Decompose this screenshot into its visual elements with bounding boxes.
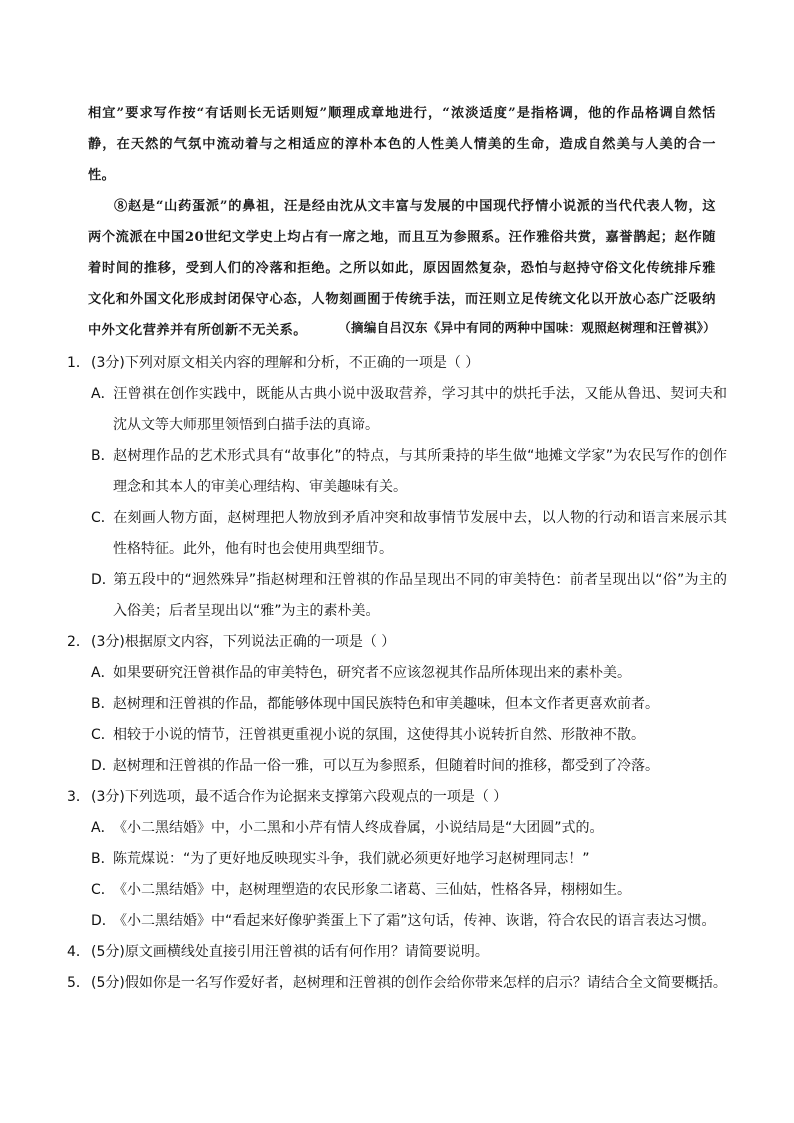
question-number: 1． xyxy=(67,355,90,371)
question-text: (3分)下列选项，最不适合作为论据来支撑第六段观点的一项是（ ） xyxy=(91,789,508,805)
option-letter: D． xyxy=(91,572,116,588)
option-b xyxy=(67,844,727,875)
option-letter: B． xyxy=(91,851,115,867)
option-letter: A． xyxy=(91,386,115,402)
question-stem xyxy=(67,627,727,658)
option-c xyxy=(67,875,727,906)
question-5 xyxy=(67,968,727,999)
question-number: 2． xyxy=(67,634,90,650)
option-text: 《小二黑结婚》中，赵树理塑造的农民形象二诸葛、三仙姑，性格各异，栩栩如生。 xyxy=(113,882,631,898)
option-letter: D． xyxy=(91,758,116,774)
question-text: (3分)根据原文内容，下列说法正确的一项是（ ） xyxy=(91,634,396,650)
question-text: (5分)假如你是一名写作爱好者，赵树理和汪曾祺的创作会给你带来怎样的启示？请结合全文简要概括。 xyxy=(91,975,727,991)
option-letter: C． xyxy=(91,510,115,526)
option-a xyxy=(67,658,727,689)
option-letter: A． xyxy=(91,665,115,681)
question-2 xyxy=(67,627,727,782)
option-d xyxy=(67,906,727,937)
option-text: 如果要研究汪曾祺作品的审美特色，研究者不应该忽视其作品所体现出来的素朴美。 xyxy=(113,665,631,681)
option-a xyxy=(67,813,727,844)
option-a xyxy=(67,379,727,441)
option-c xyxy=(67,503,727,565)
option-text: 赵树理和汪曾祺的作品，都能够体现中国民族特色和审美趣味，但本文作者更喜欢前者。 xyxy=(113,696,659,712)
option-b xyxy=(67,689,727,720)
question-stem xyxy=(67,782,727,813)
question-4 xyxy=(67,937,727,968)
question-list xyxy=(67,348,727,999)
option-text: 赵树理和汪曾祺的作品一俗一雅，可以互为参照系，但随着时间的推移，都受到了冷落。 xyxy=(113,758,659,774)
question-text: (5分)原文画横线处直接引用汪曾祺的话有何作用？请简要说明。 xyxy=(91,944,489,960)
option-letter: B． xyxy=(91,696,115,712)
question-number: 3． xyxy=(67,789,90,805)
option-text: 《小二黑结婚》中“看起来好像驴粪蛋上下了霜”这句话，传神、诙谐，符合农民的语言表达习惯。 xyxy=(113,913,716,929)
passage-paragraph-8: ⑧赵是“山药蛋派”的鼻祖，汪是经由沈从文丰富与发展的中国现代抒情小说派的当代代表人物，这两个流派在中国20世纪文学史上均占有一席之地，而且互为参照系。汪作雅俗共赏，嘉誉鹊起；赵作随着时间的推移，受到人们的冷落和拒绝。之所以如此，原因固然复杂，恐怕与赵持守俗文化传统排斥雅文化和外国文化形成封闭保守心态，人物刻画囿于传统手法，而汪则立足传统文化以开放心态广泛吸纳中外文化营养并有所创新不无关系。 xyxy=(88,199,716,338)
option-letter: C． xyxy=(91,882,115,898)
option-text: 《小二黑结婚》中，小二黑和小芹有情人终成眷属，小说结局是“大团圆”式的。 xyxy=(113,820,604,836)
option-b xyxy=(67,441,727,503)
option-letter: B． xyxy=(91,448,115,464)
option-letter: A． xyxy=(91,820,115,836)
option-text: 赵树理作品的艺术形式具有“故事化”的特点，与其所秉持的毕生做“地摊文学家”为农民写作的创作理念和其本人的审美心理结构、审美趣味有关。 xyxy=(113,448,727,495)
question-text: (3分)下列对原文相关内容的理解和分析，不正确的一项是（ ） xyxy=(91,355,480,371)
question-1 xyxy=(67,348,727,627)
reading-passage xyxy=(88,98,716,346)
question-stem xyxy=(67,937,727,968)
option-text: 相较于小说的情节，汪曾祺更重视小说的氛围，这使得其小说转折自然、形散神不散。 xyxy=(113,727,645,743)
option-d xyxy=(67,565,727,627)
option-c xyxy=(67,720,727,751)
option-letter: C． xyxy=(91,727,115,743)
option-letter: D． xyxy=(91,913,116,929)
question-number: 4． xyxy=(67,944,90,960)
option-text: 第五段中的“迥然殊异”指赵树理和汪曾祺的作品呈现出不同的审美特色：前者呈现出以“俗”为主的入俗美；后者呈现出以“雅”为主的素朴美。 xyxy=(113,572,727,619)
question-stem xyxy=(67,348,727,379)
question-3 xyxy=(67,782,727,937)
passage-source-citation: （摘编自吕汉东《异中有同的两种中国味：观照赵树理和汪曾祺》） xyxy=(338,320,716,335)
passage-paragraph-continuation: 相宜”要求写作按“有话则长无话则短”顺理成章地进行，“浓淡适度”是指格调，他的作品格调自然恬静，在天然的气氛中流动着与之相适应的淳朴本色的人性美人情美的生命，造成自然美与人美的合一性。 xyxy=(88,106,716,183)
option-text: 陈荒煤说：“为了更好地反映现实斗争，我们就必须更好地学习赵树理同志！” xyxy=(113,851,590,867)
option-d xyxy=(67,751,727,782)
question-stem xyxy=(67,968,727,999)
option-text: 汪曾祺在创作实践中，既能从古典小说中汲取营养，学习其中的烘托手法，又能从鲁迅、契诃夫和沈从文等大师那里领悟到白描手法的真谛。 xyxy=(113,386,727,433)
option-text: 在刻画人物方面，赵树理把人物放到矛盾冲突和故事情节发展中去，以人物的行动和语言来展示其性格特征。此外，他有时也会使用典型细节。 xyxy=(113,510,727,557)
question-number: 5． xyxy=(67,975,90,991)
